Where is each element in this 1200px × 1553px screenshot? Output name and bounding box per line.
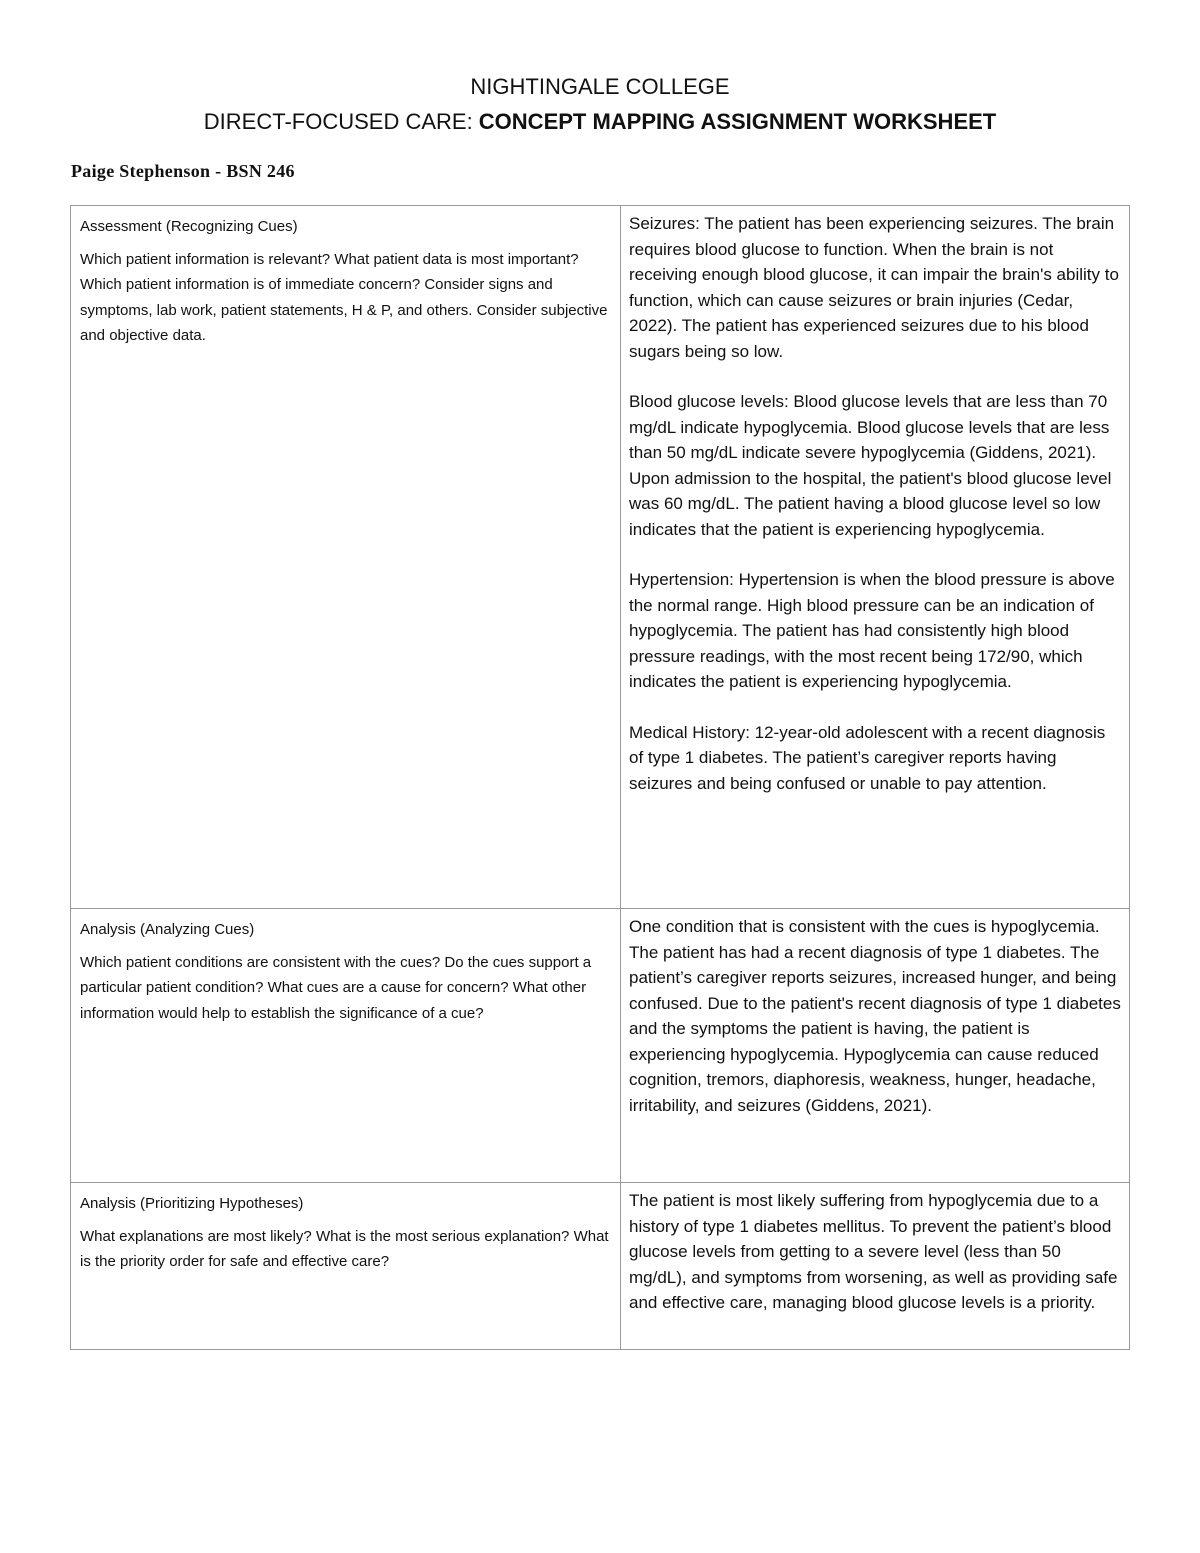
response-paragraph: One condition that is consistent with the cues is hypoglycemia. The patient has had a recent diagnosis of type 1 diabetes. The patient’s caregiver reports seizures, increased hunger, and being confused. Due to the patient's recent diagnosis of type 1 diabetes and the symptoms the patient is having, the patient is experiencing hypoglycemia. Hypoglycemia can cause reduced cognition, tremors, diaphoresis, weakness, hunger, headache, irritability, and seizures (Giddens, 2021).: [629, 917, 1121, 1115]
response-paragraph-medical-history: Medical History: 12-year-old adolescent with a recent diagnosis of type 1 diabetes. The patient’s caregiver reports having seizures and being confused or unable to pay attention.: [629, 722, 1106, 793]
response-cell: [621, 909, 1130, 1183]
table-row-assessment: [71, 206, 1130, 909]
response-paragraph-seizures: Seizures: The patient has been experiencing seizures. The brain requires blood glucose to function. When the brain is not receiving enough blood glucose, it can impair the brain's ability to function, which can cause seizures or brain injuries (Cedar, 2022). The patient has experienced seizures due to his blood sugars being so low.: [629, 214, 1119, 361]
worksheet-title: [0, 109, 1200, 135]
worksheet-title-bold: CONCEPT MAPPING ASSIGNMENT WORKSHEET: [478, 109, 997, 134]
response-paragraph: The patient is most likely suffering from hypoglycemia due to a history of type 1 diabetes mellitus. To prevent the patient’s blood glucose levels from getting to a severe level (less than 50 mg/dL), and symptoms from worsening, as well as providing safe and effective care, managing blood glucose levels is a priority.: [629, 1191, 1118, 1312]
response-cell: [621, 1183, 1130, 1350]
college-name: NIGHTINGALE COLLEGE: [470, 74, 730, 99]
section-title: Analysis (Prioritizing Hypotheses): [80, 1195, 304, 1212]
section-title: Analysis (Analyzing Cues): [80, 921, 255, 938]
table-row-prioritizing-hypotheses: [71, 1183, 1130, 1350]
prompt-cell: [71, 1183, 621, 1350]
worksheet-title-prefix: DIRECT-FOCUSED CARE:: [203, 109, 479, 134]
response-paragraph-hypertension: Hypertension: Hypertension is when the blood pressure is above the normal range. High blood pressure can be an indication of hypoglycemia. The patient has had consistently high blood pressure readings, with the most recent being 172/90, which indicates the patient is experiencing hypoglycemia.: [629, 570, 1115, 691]
section-question: Which patient conditions are consistent with the cues? Do the cues support a particular patient condition? What cues are a cause for concern? What other information would help to establish the significance of a cue?: [80, 953, 592, 1022]
table-row-analyzing-cues: [71, 909, 1130, 1183]
response-cell: [621, 206, 1130, 909]
response-paragraph-blood-glucose: Blood glucose levels: Blood glucose levels that are less than 70 mg/dL indicate hypoglycemia. Blood glucose levels that are less than 50 mg/dL indicate severe hypoglycemia (Giddens, 2021). Upon admission to the hospital, the patient's blood glucose level was 60 mg/dL. The patient having a blood glucose level so low indicates that the patient is experiencing hypoglycemia.: [629, 392, 1112, 539]
section-question: Which patient information is relevant? What patient data is most important? Which patient information is of immediate concern? Consider signs and symptoms, lab work, patient statements, H & P, and others. Consider subjective and objective data.: [80, 250, 608, 344]
section-title: Assessment (Recognizing Cues): [80, 218, 298, 235]
prompt-cell: [71, 909, 621, 1183]
section-question: What explanations are most likely? What is the most serious explanation? What is the priority order for safe and effective care?: [80, 1227, 609, 1270]
prompt-cell: [71, 206, 621, 909]
concept-map-table: [70, 205, 1130, 1350]
student-name-line: Paige Stephenson - BSN 246: [71, 161, 295, 181]
